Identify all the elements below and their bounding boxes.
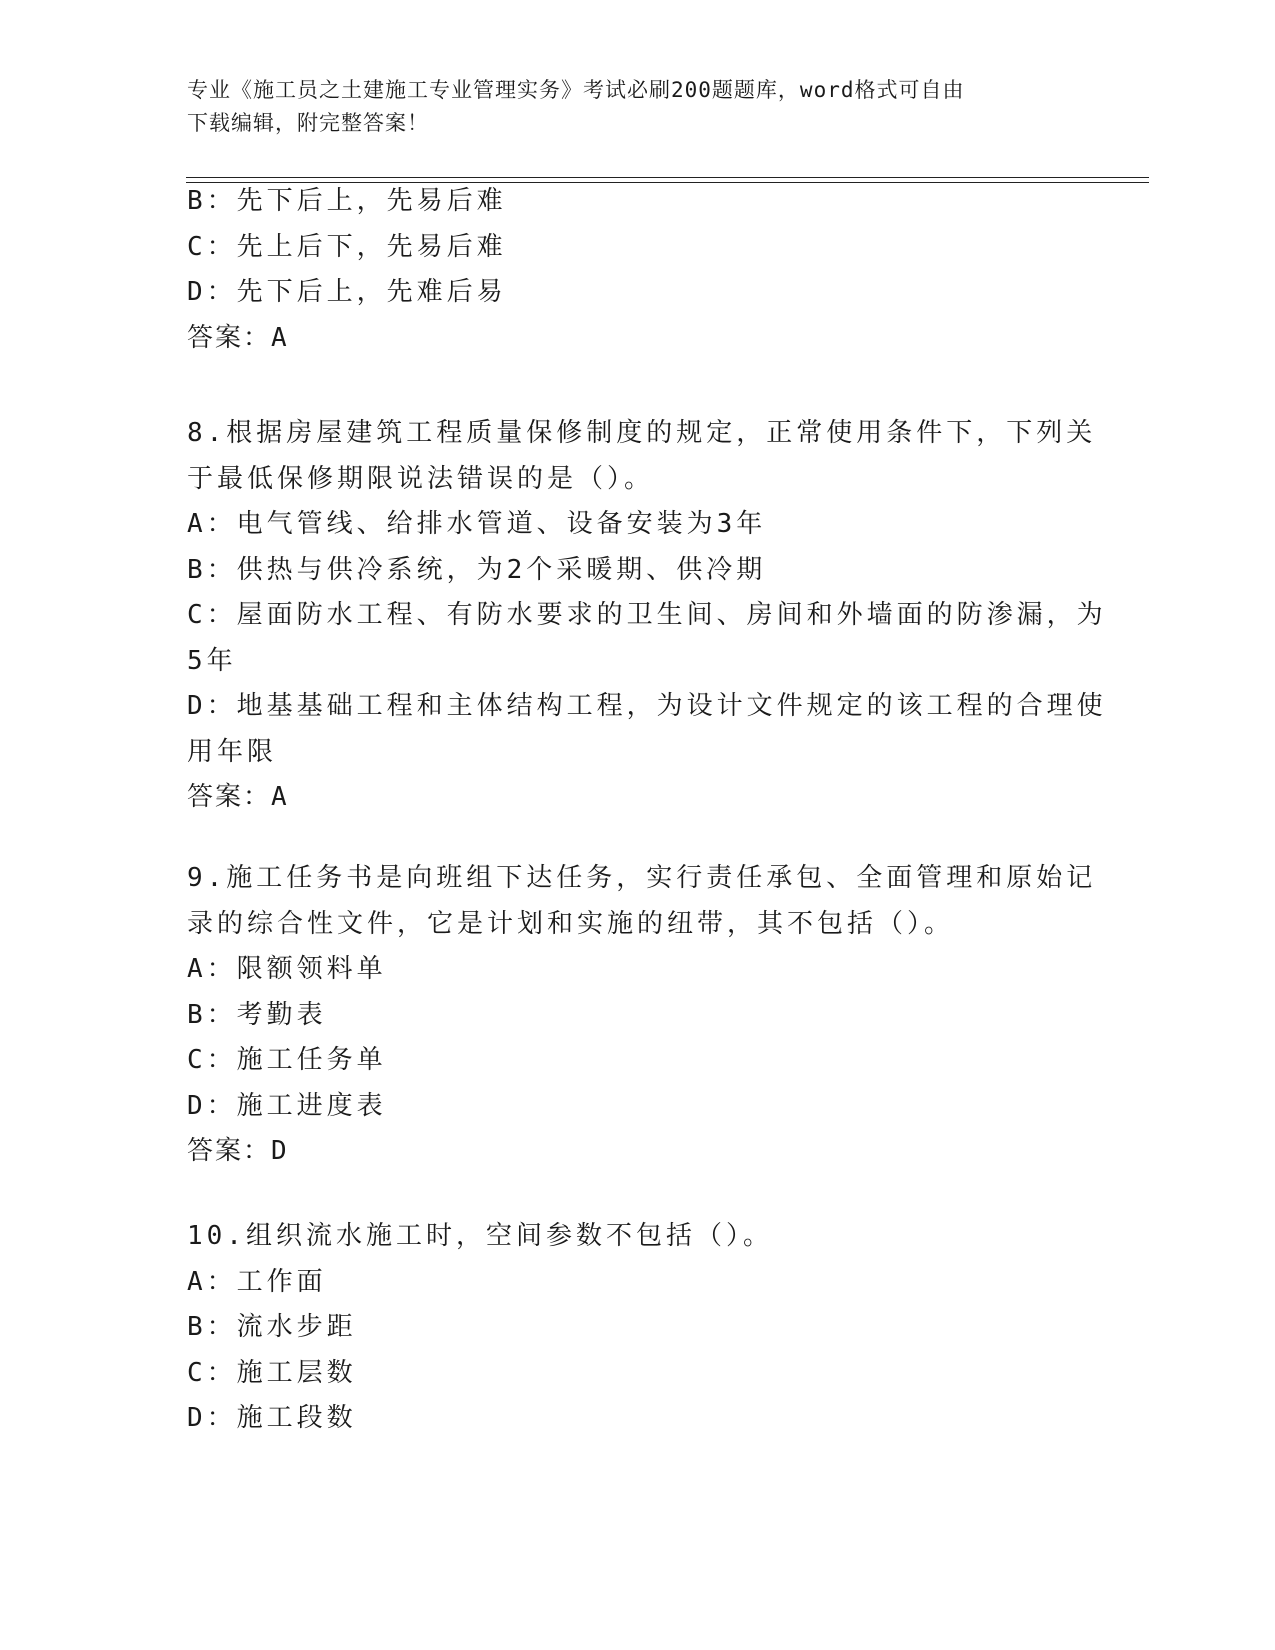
option-b: B：考勤表 bbox=[187, 999, 327, 1030]
option-d-continued: 用年限 bbox=[187, 736, 278, 767]
header-line-1: 专业《施工员之土建施工专业管理实务》考试必刷200题题库，word格式可自由 bbox=[187, 78, 965, 102]
answer: 答案：A bbox=[187, 322, 289, 353]
option-b: B：供热与供冷系统，为2个采暖期、供冷期 bbox=[187, 554, 767, 585]
question-title-line: 8.根据房屋建筑工程质量保修制度的规定，正常使用条件下，下列关 bbox=[187, 418, 1097, 448]
option-c: C：屋面防水工程、有防水要求的卫生间、房间和外墙面的防渗漏，为 bbox=[187, 600, 1107, 630]
option-d: D：施工段数 bbox=[187, 1403, 357, 1433]
answer: 答案：D bbox=[187, 1136, 289, 1166]
option-d: D：地基基础工程和主体结构工程，为设计文件规定的该工程的合理使 bbox=[187, 691, 1107, 721]
option-d: D：先下后上，先难后易 bbox=[187, 277, 507, 307]
answer: 答案：A bbox=[187, 782, 289, 812]
question-8 bbox=[187, 411, 1107, 821]
question-9 bbox=[187, 856, 1097, 1175]
question-title-line: 10.组织流水施工时，空间参数不包括（）。 bbox=[187, 1221, 773, 1251]
carryover-block bbox=[187, 179, 1087, 361]
question-title-line: 于最低保修期限说法错误的是（）。 bbox=[187, 463, 655, 494]
option-a: A：电气管线、给排水管道、设备安装为3年 bbox=[187, 509, 767, 539]
document-header bbox=[187, 74, 1067, 140]
option-d: D：施工进度表 bbox=[187, 1090, 387, 1121]
option-b: B：先下后上，先易后难 bbox=[187, 186, 507, 216]
option-c: C：施工任务单 bbox=[187, 1045, 387, 1075]
header-rule-top bbox=[186, 177, 1149, 178]
option-c-continued: 5年 bbox=[187, 645, 237, 676]
option-c: C：先上后下，先易后难 bbox=[187, 231, 507, 262]
option-b: B：流水步距 bbox=[187, 1312, 357, 1342]
question-10 bbox=[187, 1214, 1087, 1442]
option-a: A：工作面 bbox=[187, 1266, 327, 1297]
question-title-line: 录的综合性文件，它是计划和实施的纽带，其不包括（）。 bbox=[187, 908, 955, 939]
option-a: A：限额领料单 bbox=[187, 954, 387, 984]
question-title-line: 9.施工任务书是向班组下达任务，实行责任承包、全面管理和原始记 bbox=[187, 863, 1097, 893]
option-c: C：施工层数 bbox=[187, 1357, 357, 1388]
header-line-2: 下载编辑，附完整答案！ bbox=[187, 111, 429, 135]
